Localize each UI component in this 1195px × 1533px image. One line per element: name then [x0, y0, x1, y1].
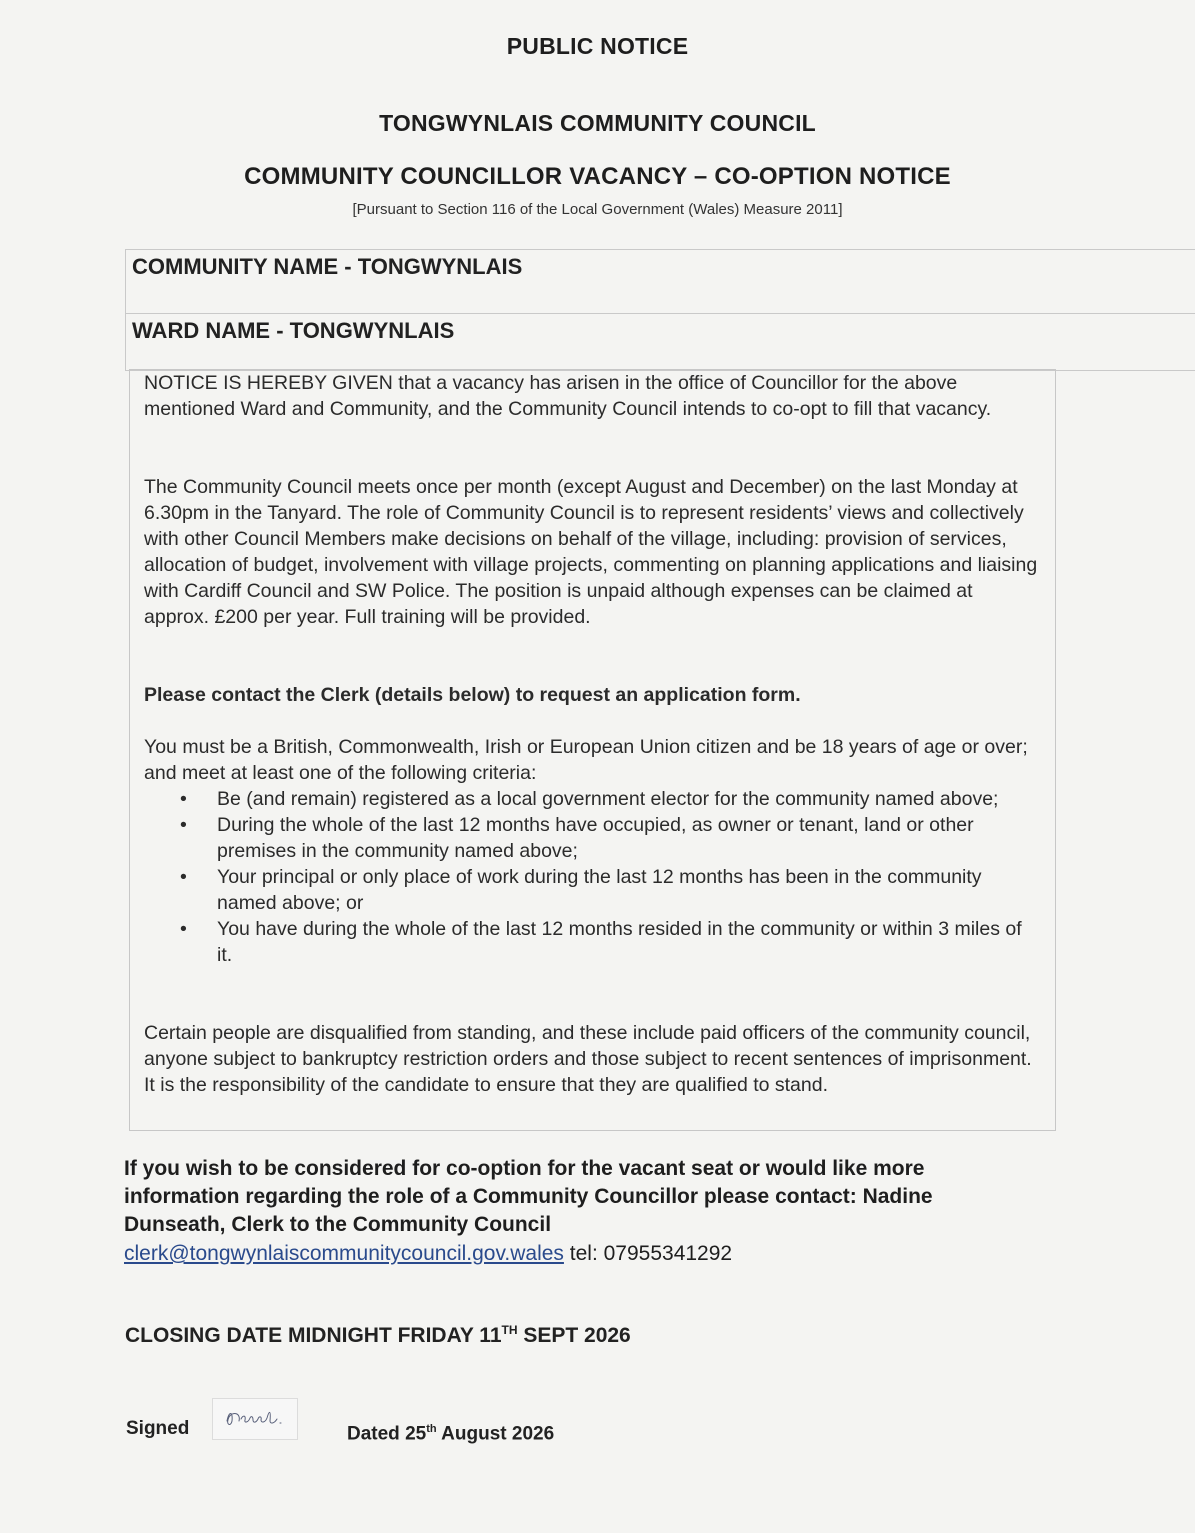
- closing-date: [125, 1323, 631, 1348]
- bullet-icon: •: [180, 866, 187, 888]
- criteria-item: [144, 812, 1040, 864]
- ward-name: WARD NAME - TONGWYNLAIS: [132, 318, 455, 343]
- criteria-item: [144, 864, 1040, 916]
- bullet-icon: •: [180, 814, 187, 836]
- signature-image: [212, 1398, 298, 1440]
- bullet-icon: •: [180, 788, 187, 810]
- contact-paragraph: If you wish to be considered for co-option for the vacant seat or would like more information regarding the role of a Community Councillor please contact: Nadine Dunseath, Clerk to the Community Council: [124, 1157, 933, 1236]
- signed-label: Signed: [126, 1418, 190, 1439]
- closing-date-ordinal: TH: [501, 1323, 518, 1337]
- criteria-text: During the whole of the last 12 months have occupied, as owner or tenant, land or other premises in the community named above;: [217, 814, 974, 862]
- public-notice-heading: PUBLIC NOTICE: [506, 33, 689, 59]
- council-name-heading: TONGWYNLAIS COMMUNITY COUNCIL: [379, 110, 816, 136]
- notice-paragraph-role: The Community Council meets once per month (except August and December) on the last Monday at 6.30pm in the Tanyard. The role of Community Council is to represent residents’ views and collectively with other Council Members make decisions on behalf of the village, including: provision of services, allocation of budget, involvement with village projects, commenting on planning applications and liaising with Cardiff Council and SW Police. The position is unpaid although expenses can be claimed at approx. £200 per year. Full training will be provided.: [144, 476, 1038, 628]
- notice-paragraph-vacancy: NOTICE IS HEREBY GIVEN that a vacancy has arisen in the office of Councillor for the above mentioned Ward and Community, and the Community Council intends to co-opt to fill that vacancy.: [144, 372, 992, 420]
- contact-line: [124, 1242, 732, 1266]
- criteria-item: [144, 786, 1040, 812]
- ward-name-box: [125, 313, 1195, 371]
- community-name-box: [125, 249, 1195, 313]
- notice-paragraph-disqualification: Certain people are disqualified from standing, and these include paid officers of the community council, anyone subject to bankruptcy restriction orders and those subject to recent sentences of imprisonment. It is the responsibility of the candidate to ensure that they are qualified to stand.: [144, 1022, 1032, 1096]
- bullet-icon: •: [180, 918, 187, 940]
- vacancy-title-heading: COMMUNITY COUNCILLOR VACANCY – CO-OPTION NOTICE: [244, 163, 951, 190]
- community-name: COMMUNITY NAME - TONGWYNLAIS: [132, 254, 523, 279]
- dated-suffix: August 2026: [436, 1423, 555, 1445]
- notice-paragraph-contact-clerk: Please contact the Clerk (details below) to request an application form.: [144, 684, 801, 706]
- clerk-email-link[interactable]: clerk@tongwynlaiscommunitycouncil.gov.wales: [124, 1242, 564, 1265]
- closing-date-suffix: SEPT 2026: [517, 1324, 631, 1347]
- notice-body-box: [129, 369, 1056, 1131]
- dated-ordinal: th: [426, 1423, 437, 1435]
- dated-prefix: Dated 25: [347, 1423, 427, 1445]
- criteria-list: [144, 786, 1040, 968]
- pursuant-note: [Pursuant to Section 116 of the Local Government (Wales) Measure 2011]: [352, 201, 843, 218]
- criteria-text: You have during the whole of the last 12 months resided in the community or within 3 miles of it.: [217, 918, 1022, 966]
- criteria-item: [144, 916, 1040, 968]
- criteria-text: Your principal or only place of work during the last 12 months has been in the community named above; or: [217, 866, 982, 914]
- clerk-telephone: tel: 07955341292: [563, 1242, 733, 1265]
- handwritten-signature-icon: [213, 1399, 297, 1439]
- closing-date-prefix: CLOSING DATE MIDNIGHT FRIDAY 11: [125, 1324, 502, 1347]
- dated-text: [347, 1423, 554, 1445]
- notice-paragraph-eligibility: You must be a British, Commonwealth, Irish or European Union citizen and be 18 years of age or over; and meet at least one of the following criteria:: [144, 736, 1028, 784]
- criteria-text: Be (and remain) registered as a local government elector for the community named above;: [217, 788, 999, 810]
